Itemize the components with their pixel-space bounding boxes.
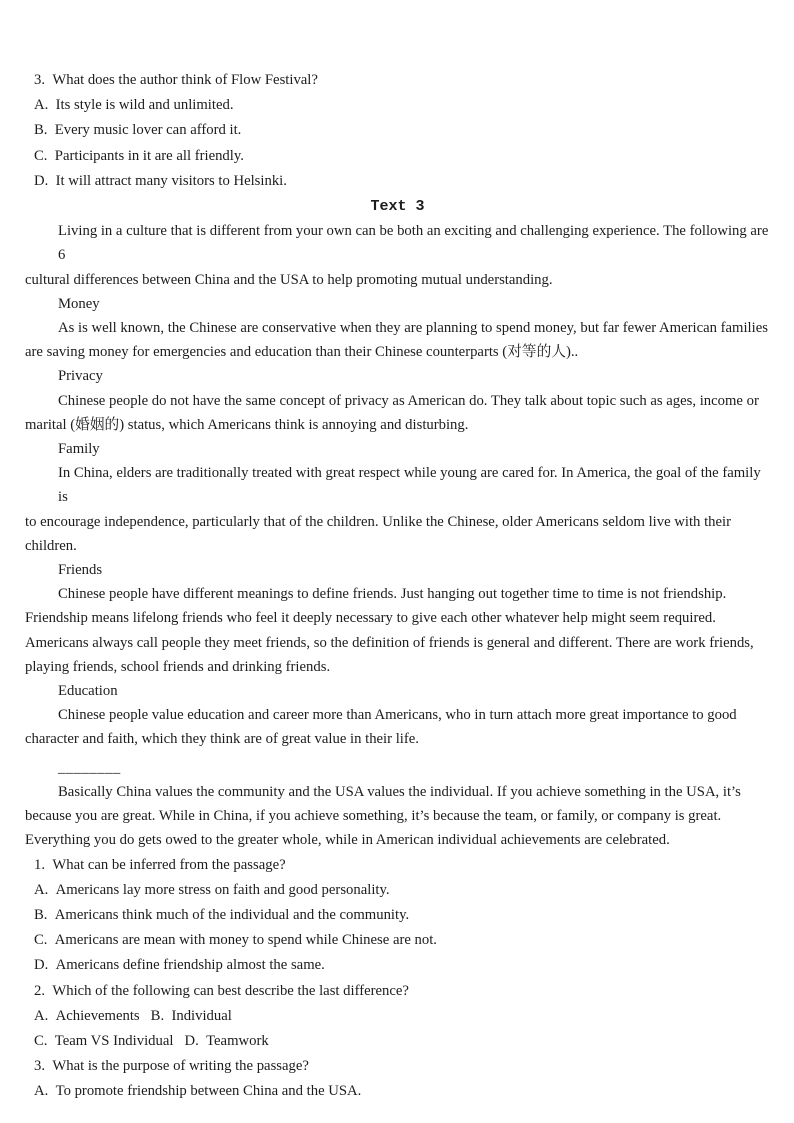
passage-line: children. <box>25 537 77 554</box>
option-line: C. Team VS Individual D. Teamwork <box>34 1032 269 1049</box>
comprehension-questions-block <box>25 853 770 1105</box>
passage-line: marital (婚姻的) status, which Americans think is annoying and disturbing. <box>25 416 469 433</box>
passage-line: Chinese people value education and career more than Americans, who in turn attach more great importance to good <box>58 707 737 724</box>
option-line: B. Every music lover can afford it. <box>34 122 242 139</box>
passage-line: In China, elders are traditionally treated with great respect while young are cared for. In America, the goal of the family is <box>58 465 765 506</box>
option-line: A. Its style is wild and unlimited. <box>34 97 234 114</box>
option-line: C. Participants in it are all friendly. <box>34 147 244 164</box>
passage-line: Americans always call people they meet friends, so the definition of friends is general and different. There are work friends, <box>25 634 754 651</box>
option-line: A. Americans lay more stress on faith and good personality. <box>34 881 390 898</box>
option-line: A. Achievements B. Individual <box>34 1007 232 1024</box>
passage-section-heading: Family <box>58 441 100 458</box>
passage-line: Chinese people do not have the same concept of privacy as American do. They talk about topic such as ages, income or <box>58 392 759 409</box>
passage-line: Everything you do gets owed to the greater whole, while in American individual achievements are celebrated. <box>25 832 670 849</box>
passage-line: Friendship means lifelong friends who feel it deeply necessary to give each other whatever help might seem required. <box>25 610 716 627</box>
passage-line: As is well known, the Chinese are conservative when they are planning to spend money, but far fewer American families <box>58 320 768 337</box>
passage-line: because you are great. While in China, if you achieve something, it’s because the team, or family, or company is great. <box>25 808 722 825</box>
passage-section-heading: Money <box>58 295 100 312</box>
option-line: D. Americans define friendship almost the same. <box>34 957 325 974</box>
passage-line: Chinese people have different meanings to define friends. Just hanging out together time to time is not friendship. <box>58 586 727 603</box>
option-line: C. Americans are mean with money to spend while Chinese are not. <box>34 932 437 949</box>
passage-line: are saving money for emergencies and education than their Chinese counterparts (对等的人).. <box>25 344 579 361</box>
option-line: B. Americans think much of the individual and the community. <box>34 906 410 923</box>
passage-section-heading: Friends <box>58 562 103 579</box>
passage-line: playing friends, school friends and drinking friends. <box>25 658 331 675</box>
passage-title: Text 3 <box>370 198 425 216</box>
passage-section-heading: Education <box>58 683 118 700</box>
option-line: D. It will attract many visitors to Helsinki. <box>34 172 287 189</box>
passage-line: Basically China values the community and the USA values the individual. If you achieve something in the USA, it’s <box>58 783 741 800</box>
option-line: A. To promote friendship between China and the USA. <box>34 1083 369 1100</box>
passage-line: to encourage independence, particularly that of the children. Unlike the Chinese, older Americans seldom live with their <box>25 513 731 530</box>
passage-line: Living in a culture that is different from your own can be both an exciting and challenging experience. The following are 6 <box>58 223 773 264</box>
passage-section-heading: Privacy <box>58 368 103 385</box>
question-text: 1. What can be inferred from the passage? <box>34 856 286 873</box>
question-text: 3. What is the purpose of writing the passage? <box>34 1058 309 1075</box>
fill-in-blank: ________ <box>58 759 121 776</box>
question-text: 3. What does the author think of Flow Festival? <box>34 72 318 88</box>
question-text: 2. Which of the following can best describe the last difference? <box>34 982 409 999</box>
passage-line: cultural differences between China and the USA to help promoting mutual understanding. <box>25 271 553 288</box>
passage-body <box>25 219 773 852</box>
passage-line: character and faith, which they think are of great value in their life. <box>25 731 419 748</box>
previous-questions-block <box>25 68 770 194</box>
